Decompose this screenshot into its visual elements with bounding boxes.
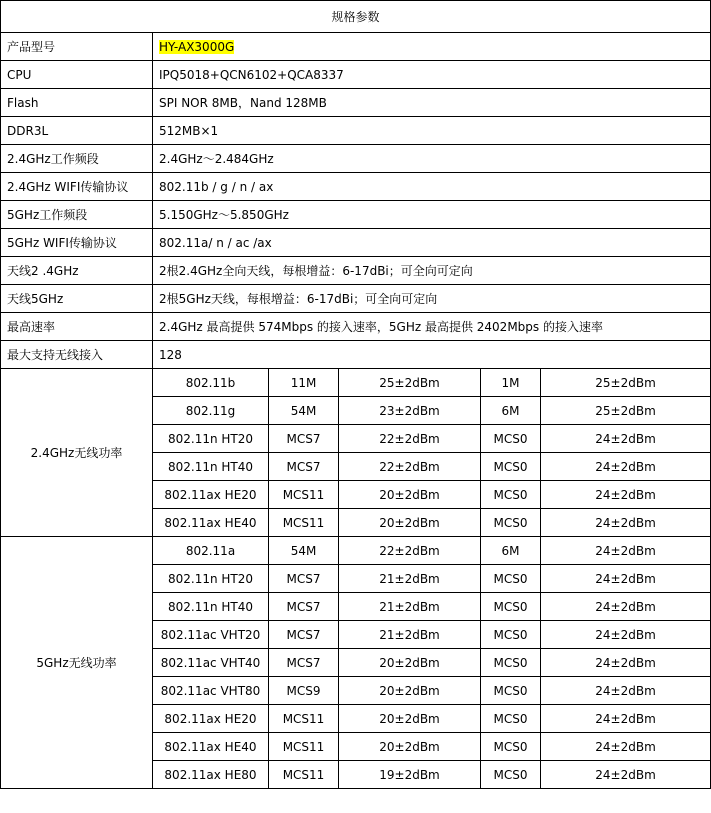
band5-power-cell: MCS11 [269, 761, 339, 789]
band5-power-cell: 802.11n HT20 [153, 565, 269, 593]
band24-power-cell: MCS11 [269, 509, 339, 537]
spec-value: 2根5GHz天线，每根增益：6-17dBi；可全向可定向 [153, 285, 711, 313]
spec-row [1, 117, 711, 145]
band5-power-cell: 20±2dBm [339, 705, 481, 733]
band5-power-cell: 20±2dBm [339, 649, 481, 677]
spec-row [1, 229, 711, 257]
band5-power-row [1, 537, 711, 565]
band24-power-cell: 24±2dBm [541, 425, 711, 453]
band24-power-cell: 22±2dBm [339, 425, 481, 453]
band5-power-cell: 802.11a [153, 537, 269, 565]
spec-value: SPI NOR 8MB，Nand 128MB [153, 89, 711, 117]
spec-table-body [1, 1, 711, 789]
band24-power-cell: 25±2dBm [541, 397, 711, 425]
spec-row [1, 33, 711, 61]
band5-power-cell: 802.11ax HE20 [153, 705, 269, 733]
band24-power-label: 2.4GHz无线功率 [1, 369, 153, 537]
band5-power-cell: 24±2dBm [541, 705, 711, 733]
band24-power-cell: 6M [481, 397, 541, 425]
band24-power-cell: MCS11 [269, 481, 339, 509]
spec-value: 2.4GHz 最高提供 574Mbps 的接入速率，5GHz 最高提供 2402Mbps 的接入速率 [153, 313, 711, 341]
band5-power-cell: MCS11 [269, 705, 339, 733]
spec-value: 5.150GHz～5.850GHz [153, 201, 711, 229]
band24-power-cell: MCS0 [481, 481, 541, 509]
band5-power-cell: 20±2dBm [339, 733, 481, 761]
spec-value: 802.11a/ n / ac /ax [153, 229, 711, 257]
spec-label: CPU [1, 61, 153, 89]
spec-row [1, 173, 711, 201]
band5-power-cell: MCS0 [481, 705, 541, 733]
band24-power-cell: MCS0 [481, 425, 541, 453]
band5-power-cell: 24±2dBm [541, 537, 711, 565]
band24-power-cell: 24±2dBm [541, 481, 711, 509]
band24-power-cell: 802.11n HT40 [153, 453, 269, 481]
band5-power-cell: MCS0 [481, 565, 541, 593]
spec-value: 512MB×1 [153, 117, 711, 145]
band5-power-cell: 24±2dBm [541, 733, 711, 761]
spec-label: 天线5GHz [1, 285, 153, 313]
band24-power-row [1, 369, 711, 397]
band24-power-cell: MCS0 [481, 509, 541, 537]
band5-power-cell: MCS0 [481, 621, 541, 649]
spec-value: 128 [153, 341, 711, 369]
spec-label: 天线2 .4GHz [1, 257, 153, 285]
spec-label: Flash [1, 89, 153, 117]
band24-power-cell: 802.11ax HE20 [153, 481, 269, 509]
band5-power-cell: 802.11ax HE40 [153, 733, 269, 761]
band5-power-cell: MCS7 [269, 621, 339, 649]
spec-label: DDR3L [1, 117, 153, 145]
spec-label: 5GHz WIFI传输协议 [1, 229, 153, 257]
spec-label: 产品型号 [1, 33, 153, 61]
band5-power-cell: MCS9 [269, 677, 339, 705]
spec-label: 2.4GHz工作频段 [1, 145, 153, 173]
band5-power-cell: MCS0 [481, 593, 541, 621]
table-title: 规格参数 [1, 1, 711, 33]
band5-power-cell: 24±2dBm [541, 593, 711, 621]
spec-label: 最高速率 [1, 313, 153, 341]
band24-power-cell: 802.11ax HE40 [153, 509, 269, 537]
band5-power-cell: 24±2dBm [541, 649, 711, 677]
spec-row [1, 257, 711, 285]
title-row [1, 1, 711, 33]
band5-power-cell: MCS0 [481, 677, 541, 705]
spec-row [1, 285, 711, 313]
band24-power-cell: 1M [481, 369, 541, 397]
spec-row [1, 145, 711, 173]
band5-power-cell: 24±2dBm [541, 677, 711, 705]
band24-power-cell: 20±2dBm [339, 481, 481, 509]
band24-power-cell: 802.11b [153, 369, 269, 397]
band24-power-cell: 11M [269, 369, 339, 397]
band24-power-cell: 802.11n HT20 [153, 425, 269, 453]
band5-power-cell: 802.11ac VHT40 [153, 649, 269, 677]
band5-power-cell: 24±2dBm [541, 565, 711, 593]
spec-value: IPQ5018+QCN6102+QCA8337 [153, 61, 711, 89]
band24-power-cell: 22±2dBm [339, 453, 481, 481]
band5-power-cell: 20±2dBm [339, 677, 481, 705]
band24-power-cell: 54M [269, 397, 339, 425]
band5-power-cell: 19±2dBm [339, 761, 481, 789]
band24-power-cell: 802.11g [153, 397, 269, 425]
band5-power-cell: 6M [481, 537, 541, 565]
band24-power-cell: 24±2dBm [541, 453, 711, 481]
band5-power-cell: MCS0 [481, 649, 541, 677]
band5-power-cell: MCS7 [269, 565, 339, 593]
spec-row [1, 61, 711, 89]
spec-value: 802.11b / g / n / ax [153, 173, 711, 201]
band24-power-cell: MCS7 [269, 425, 339, 453]
spec-label: 最大支持无线接入 [1, 341, 153, 369]
band24-power-cell: 20±2dBm [339, 509, 481, 537]
band5-power-cell: 24±2dBm [541, 761, 711, 789]
band5-power-label: 5GHz无线功率 [1, 537, 153, 789]
spec-label: 5GHz工作频段 [1, 201, 153, 229]
band5-power-cell: 21±2dBm [339, 565, 481, 593]
band24-power-cell: 23±2dBm [339, 397, 481, 425]
band5-power-cell: 21±2dBm [339, 593, 481, 621]
band5-power-cell: MCS7 [269, 593, 339, 621]
spec-row [1, 89, 711, 117]
band5-power-cell: 802.11n HT40 [153, 593, 269, 621]
band5-power-cell: MCS7 [269, 649, 339, 677]
band24-power-cell: 25±2dBm [339, 369, 481, 397]
spec-row [1, 341, 711, 369]
band5-power-cell: MCS11 [269, 733, 339, 761]
band24-power-cell: 25±2dBm [541, 369, 711, 397]
band24-power-cell: MCS0 [481, 453, 541, 481]
spec-row [1, 313, 711, 341]
spec-label: 2.4GHz WIFI传输协议 [1, 173, 153, 201]
band5-power-cell: 22±2dBm [339, 537, 481, 565]
band5-power-cell: 54M [269, 537, 339, 565]
spec-value: 2根2.4GHz全向天线，每根增益：6-17dBi；可全向可定向 [153, 257, 711, 285]
band5-power-cell: 24±2dBm [541, 621, 711, 649]
band5-power-cell: 802.11ax HE80 [153, 761, 269, 789]
band5-power-cell: MCS0 [481, 733, 541, 761]
spec-row [1, 201, 711, 229]
spec-value: 2.4GHz～2.484GHz [153, 145, 711, 173]
band5-power-cell: 802.11ac VHT80 [153, 677, 269, 705]
spec-value [153, 33, 711, 61]
band5-power-cell: 802.11ac VHT20 [153, 621, 269, 649]
band24-power-cell: MCS7 [269, 453, 339, 481]
model-value-highlight: HY-AX3000G [159, 39, 235, 54]
band5-power-cell: 21±2dBm [339, 621, 481, 649]
band5-power-cell: MCS0 [481, 761, 541, 789]
band24-power-cell: 24±2dBm [541, 509, 711, 537]
